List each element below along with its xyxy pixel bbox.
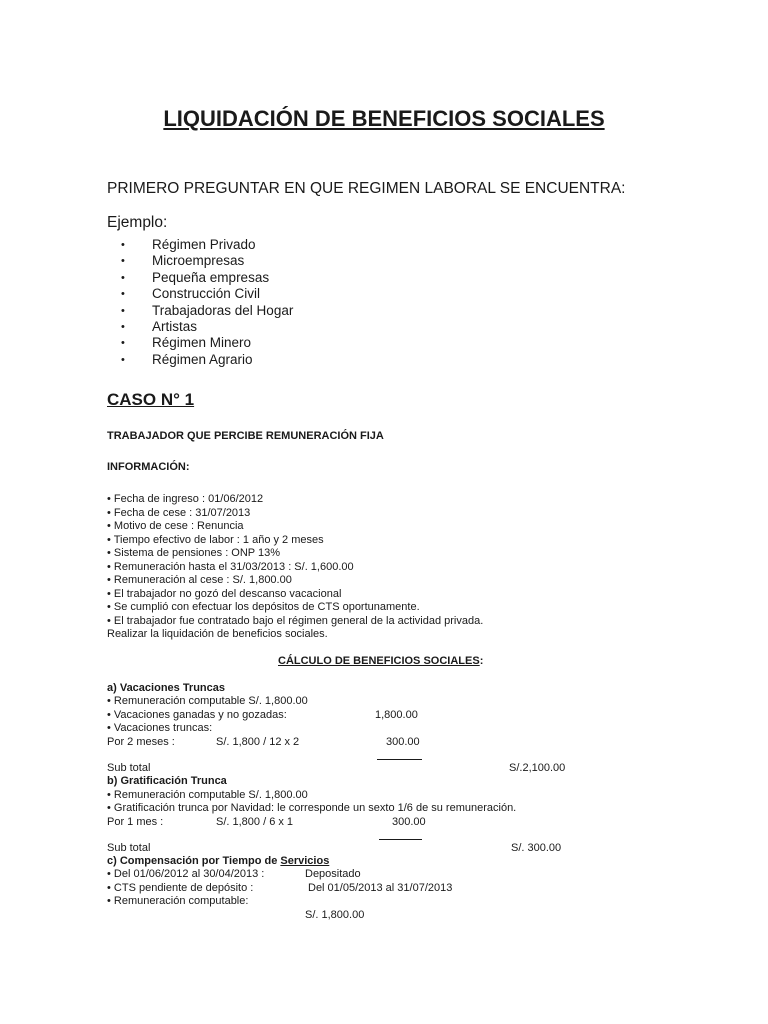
list-item: • Remuneración al cese : S/. 1,800.00 [107, 574, 292, 586]
gratificacion-subtotal-value: S/. 300.00 [511, 842, 562, 854]
list-item: • Construcción Civil [121, 286, 261, 302]
vacaciones-formula: S/. 1,800 / 12 x 2 [216, 736, 300, 748]
vacaciones-periodo-label: Por 2 meses : [107, 736, 175, 748]
sum-rule [379, 839, 422, 840]
list-item: • Fecha de ingreso : 01/06/2012 [107, 493, 264, 505]
list-item: • Sistema de pensiones : ONP 13% [107, 547, 281, 559]
cts-heading: c) Compensación por Tiempo de Servicios [107, 855, 330, 867]
list-item: • Se cumplió con efectuar los depósitos de CTS oportunamente. [107, 601, 420, 613]
vacaciones-ganadas-value: 1,800.00 [375, 709, 418, 721]
list-item: • Trabajadoras del Hogar [121, 302, 294, 318]
case-subtitle: TRABAJADOR QUE PERCIBE REMUNERACIÓN FIJA [107, 430, 384, 442]
page-title: LIQUIDACIÓN DE BENEFICIOS SOCIALES [163, 106, 605, 131]
bullet-icon: • [121, 353, 125, 366]
list-item: • Remuneración hasta el 31/03/2013 : S/. 1,600.00 [107, 560, 354, 573]
list-item: • Motivo de cese : Renuncia [107, 520, 244, 532]
calculo-heading: CÁLCULO DE BENEFICIOS SOCIALES: [278, 655, 484, 667]
list-item: • Microempresas [121, 253, 245, 269]
cts-rem-value: S/. 1,800.00 [305, 909, 365, 921]
list-item: • El trabajador no gozó del descanso vacacional [107, 587, 342, 600]
bullet-icon: • [121, 255, 125, 268]
info-heading: INFORMACIÓN: [107, 461, 190, 473]
bullet-icon: • [121, 288, 125, 301]
sum-rule [377, 759, 422, 760]
gratificacion-periodo-label: Por 1 mes : [107, 816, 164, 828]
gratificacion-heading: b) Gratificación Trunca [107, 775, 227, 787]
bullet-icon: • [121, 320, 125, 333]
vacaciones-rem-computable: • Remuneración computable S/. 1,800.00 [107, 695, 308, 707]
cts-pendiente-label: • CTS pendiente de depósito : [107, 882, 254, 894]
list-item: • Régimen Privado [121, 237, 256, 252]
list-item: • Régimen Agrario [121, 351, 253, 367]
example-label: Ejemplo: [107, 214, 168, 231]
case-heading: CASO N° 1 [107, 390, 195, 409]
regimen-list [107, 237, 293, 368]
list-item: • Fecha de cese : 31/07/2013 [107, 506, 251, 519]
vacaciones-subtotal-value: S/.2,100.00 [509, 762, 566, 774]
list-item: Realizar la liquidación de beneficios sociales. [107, 628, 328, 640]
vacaciones-subtotal-label: Sub total [107, 762, 151, 774]
gratificacion-navidad: • Gratificación trunca por Navidad: le corresponde un sexto 1/6 de su remuneración. [107, 802, 517, 814]
cts-rem-label: • Remuneración computable: [107, 895, 249, 907]
cts-del-value: Depositado [305, 868, 361, 880]
bullet-icon: • [121, 304, 125, 317]
vacaciones-ganadas-label: • Vacaciones ganadas y no gozadas: [107, 709, 287, 721]
list-item: • Régimen Minero [121, 335, 252, 351]
cts-pendiente-value: Del 01/05/2013 al 31/07/2013 [308, 882, 453, 894]
cts-del-label: • Del 01/06/2012 al 30/04/2013 : [107, 868, 265, 880]
bullet-icon: • [121, 271, 125, 284]
info-list [107, 493, 483, 642]
gratificacion-periodo-value: 300.00 [392, 816, 426, 828]
vacaciones-truncas-label: • Vacaciones truncas: [107, 722, 213, 734]
gratificacion-formula: S/. 1,800 / 6 x 1 [216, 816, 294, 828]
vacaciones-periodo-value: 300.00 [386, 736, 420, 748]
list-item: • Artistas [121, 318, 198, 334]
bullet-icon: • [121, 239, 125, 251]
bullet-icon: • [121, 337, 125, 350]
list-item: • Tiempo efectivo de labor : 1 año y 2 meses [107, 533, 324, 546]
gratificacion-rem-computable: • Remuneración computable S/. 1,800.00 [107, 789, 308, 801]
list-item: • El trabajador fue contratado bajo el régimen general de la actividad privada. [107, 614, 484, 627]
regimen-question: PRIMERO PREGUNTAR EN QUE REGIMEN LABORAL SE ENCUENTRA: [107, 180, 626, 197]
vacaciones-heading: a) Vacaciones Truncas [107, 682, 226, 694]
gratificacion-subtotal-label: Sub total [107, 842, 151, 854]
list-item: • Pequeña empresas [121, 269, 270, 285]
